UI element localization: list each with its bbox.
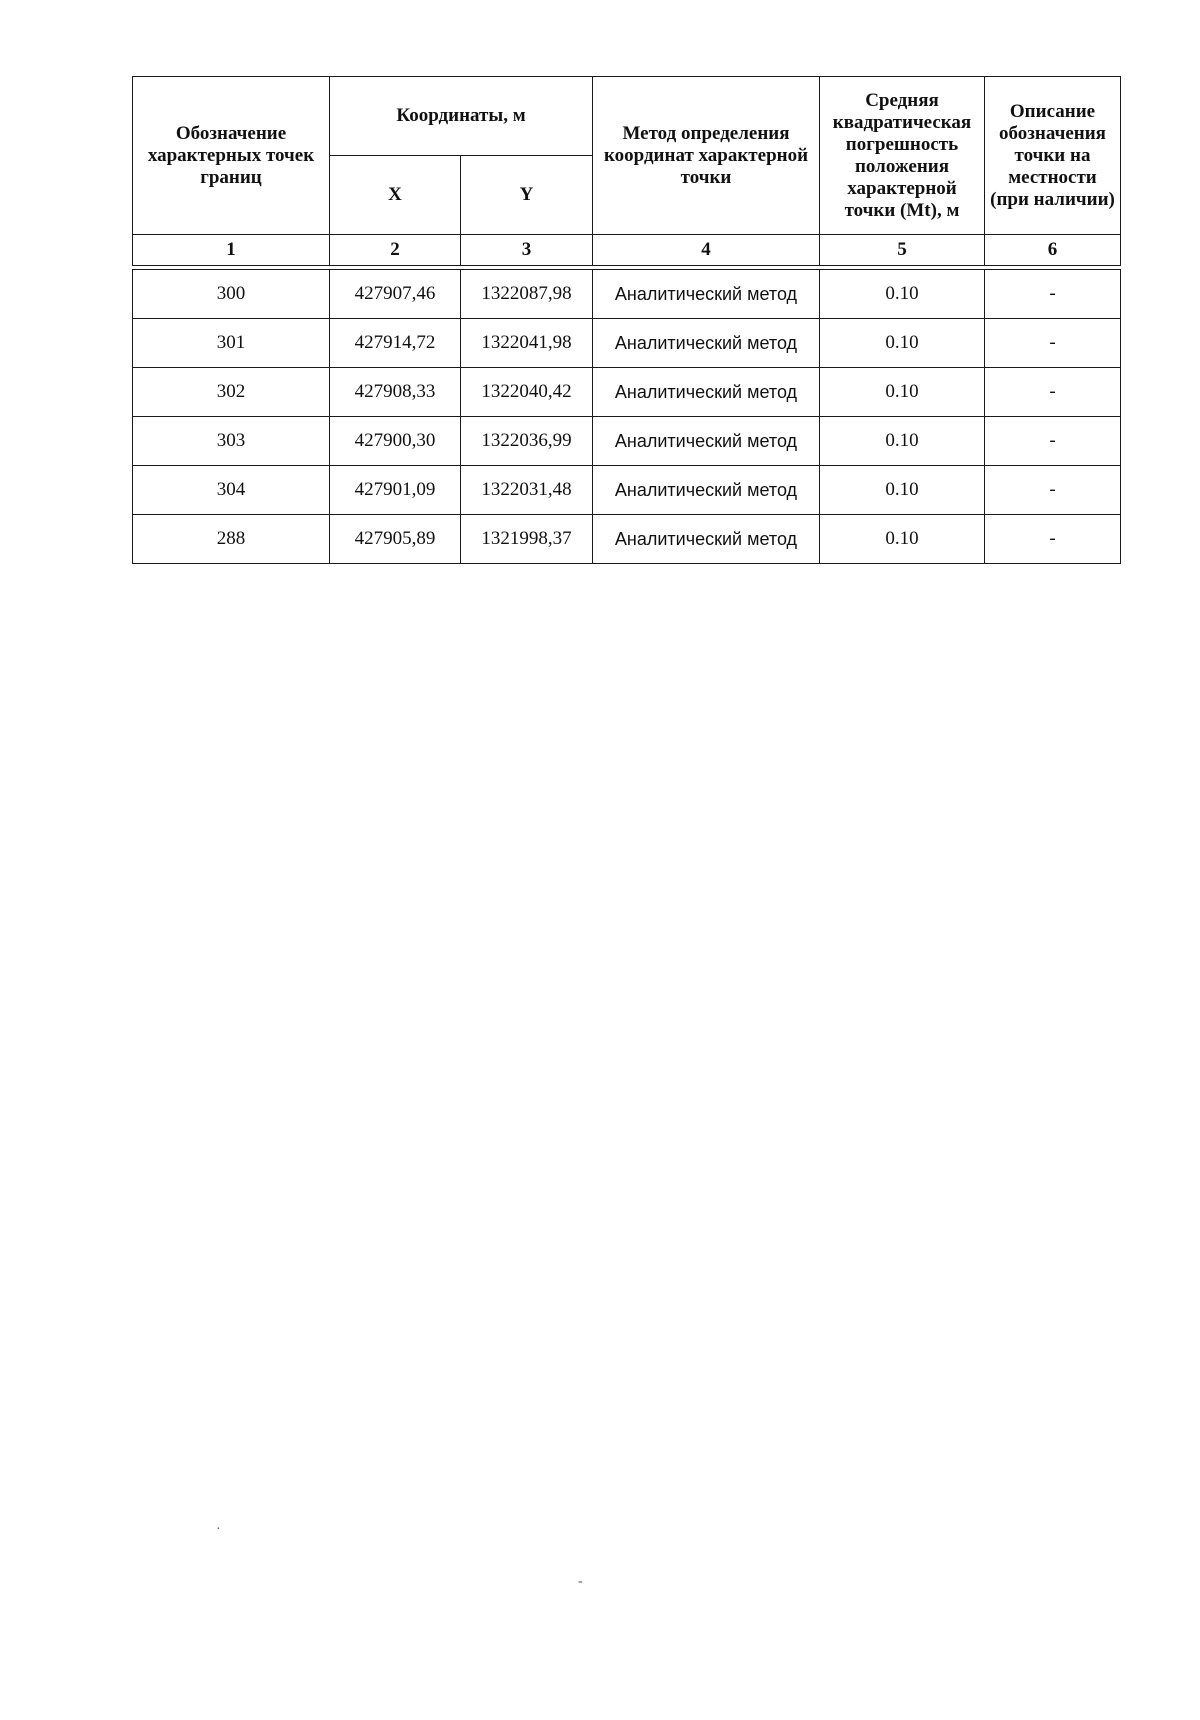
cell-method: Аналитический метод xyxy=(593,319,820,368)
cell-description: - xyxy=(985,515,1121,564)
cell-x: 427914,72 xyxy=(330,319,461,368)
cell-description: - xyxy=(985,466,1121,515)
cell-y: 1322040,42 xyxy=(461,368,593,417)
cell-point: 304 xyxy=(133,466,330,515)
cell-error: 0.10 xyxy=(820,270,985,319)
cell-description: - xyxy=(985,417,1121,466)
column-number: 5 xyxy=(820,235,985,266)
scan-artifact-dot: · xyxy=(216,1522,221,1537)
column-number: 3 xyxy=(461,235,593,266)
column-number: 2 xyxy=(330,235,461,266)
table-row xyxy=(133,466,1121,515)
cell-point: 301 xyxy=(133,319,330,368)
column-number: 1 xyxy=(133,235,330,266)
cell-y: 1321998,37 xyxy=(461,515,593,564)
cell-method: Аналитический метод xyxy=(593,368,820,417)
cell-method: Аналитический метод xyxy=(593,466,820,515)
cell-error: 0.10 xyxy=(820,515,985,564)
header-method: Метод определения координат характерной точки xyxy=(593,77,820,235)
cell-error: 0.10 xyxy=(820,368,985,417)
cell-x: 427900,30 xyxy=(330,417,461,466)
cell-x: 427901,09 xyxy=(330,466,461,515)
cell-point: 300 xyxy=(133,270,330,319)
cell-point: 302 xyxy=(133,368,330,417)
coordinates-table xyxy=(132,76,1121,564)
scan-artifact-dash: - xyxy=(578,1574,583,1589)
header-y: Y xyxy=(461,156,593,235)
cell-method: Аналитический метод xyxy=(593,417,820,466)
table-row xyxy=(133,515,1121,564)
cell-description: - xyxy=(985,270,1121,319)
cell-method: Аналитический метод xyxy=(593,515,820,564)
cell-description: - xyxy=(985,368,1121,417)
cell-y: 1322031,48 xyxy=(461,466,593,515)
cell-description: - xyxy=(985,319,1121,368)
table-row xyxy=(133,368,1121,417)
header-point-designation: Обозначение характерных точек границ xyxy=(133,77,330,235)
cell-error: 0.10 xyxy=(820,319,985,368)
table-row xyxy=(133,270,1121,319)
column-number: 6 xyxy=(985,235,1121,266)
cell-y: 1322041,98 xyxy=(461,319,593,368)
column-number: 4 xyxy=(593,235,820,266)
cell-x: 427908,33 xyxy=(330,368,461,417)
cell-point: 303 xyxy=(133,417,330,466)
cell-point: 288 xyxy=(133,515,330,564)
table-row xyxy=(133,417,1121,466)
header-mean-error: Средняя квадратическая погрешность положения характерной точки (Mt), м xyxy=(820,77,985,235)
cell-x: 427905,89 xyxy=(330,515,461,564)
cell-x: 427907,46 xyxy=(330,270,461,319)
header-x: X xyxy=(330,156,461,235)
cell-error: 0.10 xyxy=(820,466,985,515)
cell-y: 1322036,99 xyxy=(461,417,593,466)
cell-error: 0.10 xyxy=(820,417,985,466)
table-row xyxy=(133,319,1121,368)
header-coordinates: Координаты, м xyxy=(330,77,593,156)
header-description: Описание обозначения точки на местности (при наличии) xyxy=(985,77,1121,235)
cell-method: Аналитический метод xyxy=(593,270,820,319)
cell-y: 1322087,98 xyxy=(461,270,593,319)
